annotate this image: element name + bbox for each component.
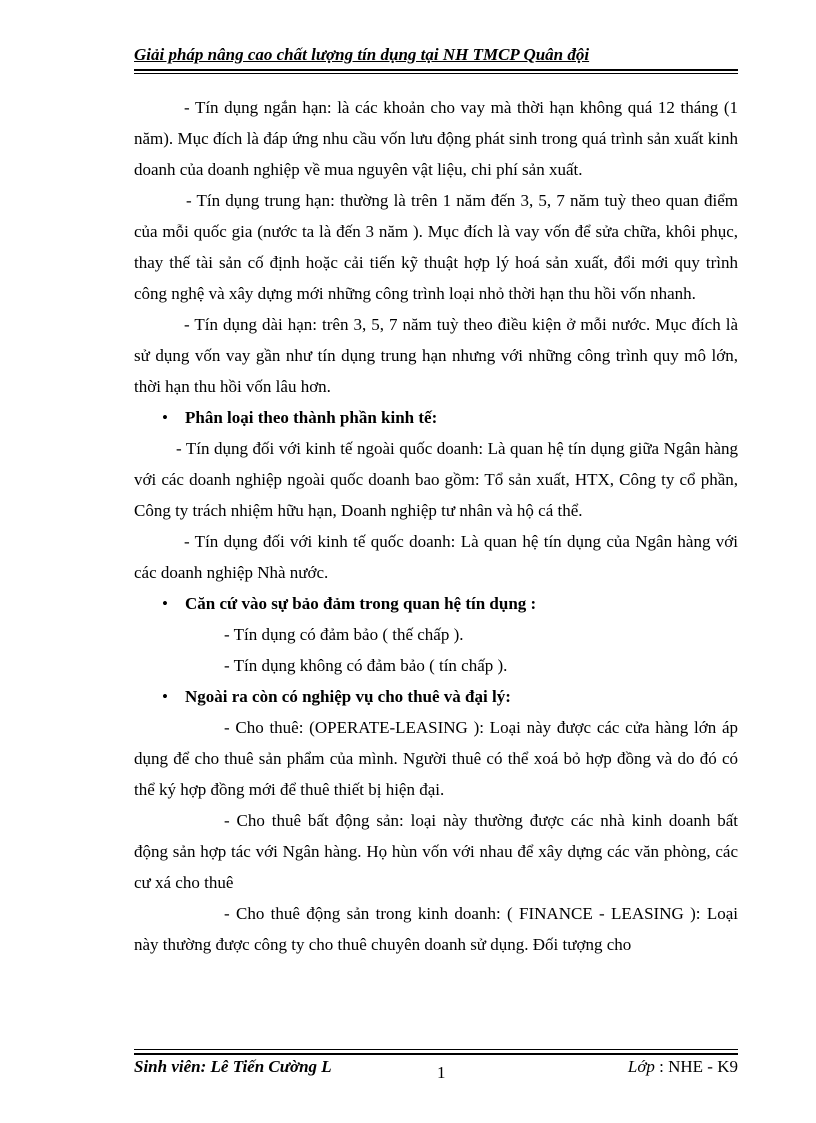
paragraph-operate-leasing: - Cho thuê: (OPERATE-LEASING ): Loại này được các cửa hàng lớn áp dụng để cho thuê sản phẩm của mình. Người thuê có thể xoá bỏ hợp đồng và do đó có thể ký hợp đồng mới để thuê thiết bị hiện đại. — [134, 718, 738, 799]
paragraph-medium-term-credit: - Tín dụng trung hạn: thường là trên 1 năm đến 3, 5, 7 năm tuỳ theo quan điểm của mỗi quốc gia (nước ta là đến 3 năm ). Mục đích là vay vốn để sửa chữa, khôi phục, thay thế tài sản cố định hoặc cải tiến kỹ thuật hợp lý hoá sản xuất, đổi mới quy trình công nghệ và xây dựng mới những công trình loại nhỏ thời hạn thu hồi vốn nhanh. — [134, 191, 738, 303]
paragraph-non-state-credit: - Tín dụng đối với kinh tế ngoài quốc doanh: Là quan hệ tín dụng giữa Ngân hàng với các doanh nghiệp ngoài quốc doanh bao gồm: Tổ sản xuất, HTX, Công ty cổ phần, Công ty trách nhiệm hữu hạn, Doanh nghiệp tư nhân và hộ cá thể. — [134, 439, 738, 520]
heading-leasing-agency-text: Ngoài ra còn có nghiệp vụ cho thuê và đại lý: — [185, 687, 511, 706]
footer-rule — [134, 1053, 738, 1055]
footer-class — [628, 1057, 738, 1077]
paragraph-state-credit: - Tín dụng đối với kinh tế quốc doanh: Là quan hệ tín dụng của Ngân hàng với các doanh nghiệp Nhà nước. — [134, 532, 738, 582]
paragraph-real-estate-leasing: - Cho thuê bất động sản: loại này thường được các nhà kinh doanh bất động sản hợp tác với Ngân hàng. Họ hùn vốn với nhau để xây dựng các văn phòng, các cư xá cho thuê — [134, 811, 738, 892]
footer-class-label: Lớp — [627, 1057, 655, 1076]
header-rule — [134, 69, 738, 71]
heading-leasing-agency — [134, 681, 738, 712]
header-rule-thin — [134, 73, 738, 74]
heading-collateral-text: Căn cứ vào sự bảo đảm trong quan hệ tín dụng : — [185, 594, 537, 613]
paragraph-finance-leasing: - Cho thuê động sản trong kinh doanh: ( FINANCE - LEASING ): Loại này thường được công ty cho thuê chuyên doanh sử dụng. Đối tượng cho — [134, 904, 738, 954]
page-content — [134, 92, 738, 960]
item-unsecured-credit: - Tín dụng không có đảm bảo ( tín chấp ). — [224, 656, 508, 675]
footer-class-value: : NHE - K9 — [659, 1057, 738, 1076]
header-title: Giải pháp nâng cao chất lượng tín dụng tại NH TMCP Quân đội — [134, 45, 590, 64]
heading-economic-sector-text: Phân loại theo thành phần kinh tế: — [185, 408, 438, 427]
bullet-icon: • — [162, 687, 168, 706]
heading-economic-sector — [134, 402, 738, 433]
page-number: 1 — [437, 1063, 446, 1082]
page-header — [134, 44, 738, 66]
page-footer — [134, 1049, 738, 1089]
item-secured-credit: - Tín dụng có đảm bảo ( thế chấp ). — [224, 625, 464, 644]
footer-student: Sinh viên: Lê Tiến Cường L — [134, 1057, 332, 1076]
bullet-icon: • — [162, 408, 168, 427]
paragraph-short-term-credit: - Tín dụng ngắn hạn: là các khoản cho vay mà thời hạn không quá 12 tháng (1 năm). Mục đích là đáp ứng nhu cầu vốn lưu động phát sinh trong quá trình sản xuất kinh doanh của doanh nghiệp về mua nguyên vật liệu, chi phí sản xuất. — [134, 98, 738, 179]
heading-collateral — [134, 588, 738, 619]
footer-rule-thin — [134, 1049, 738, 1050]
bullet-icon: • — [162, 594, 168, 613]
paragraph-long-term-credit: - Tín dụng dài hạn: trên 3, 5, 7 năm tuỳ theo điều kiện ở mỗi nước. Mục đích là sử dụng vốn vay gần như tín dụng trung hạn nhưng với những công trình quy mô lớn, thời hạn thu hồi vốn lâu hơn. — [134, 315, 738, 396]
